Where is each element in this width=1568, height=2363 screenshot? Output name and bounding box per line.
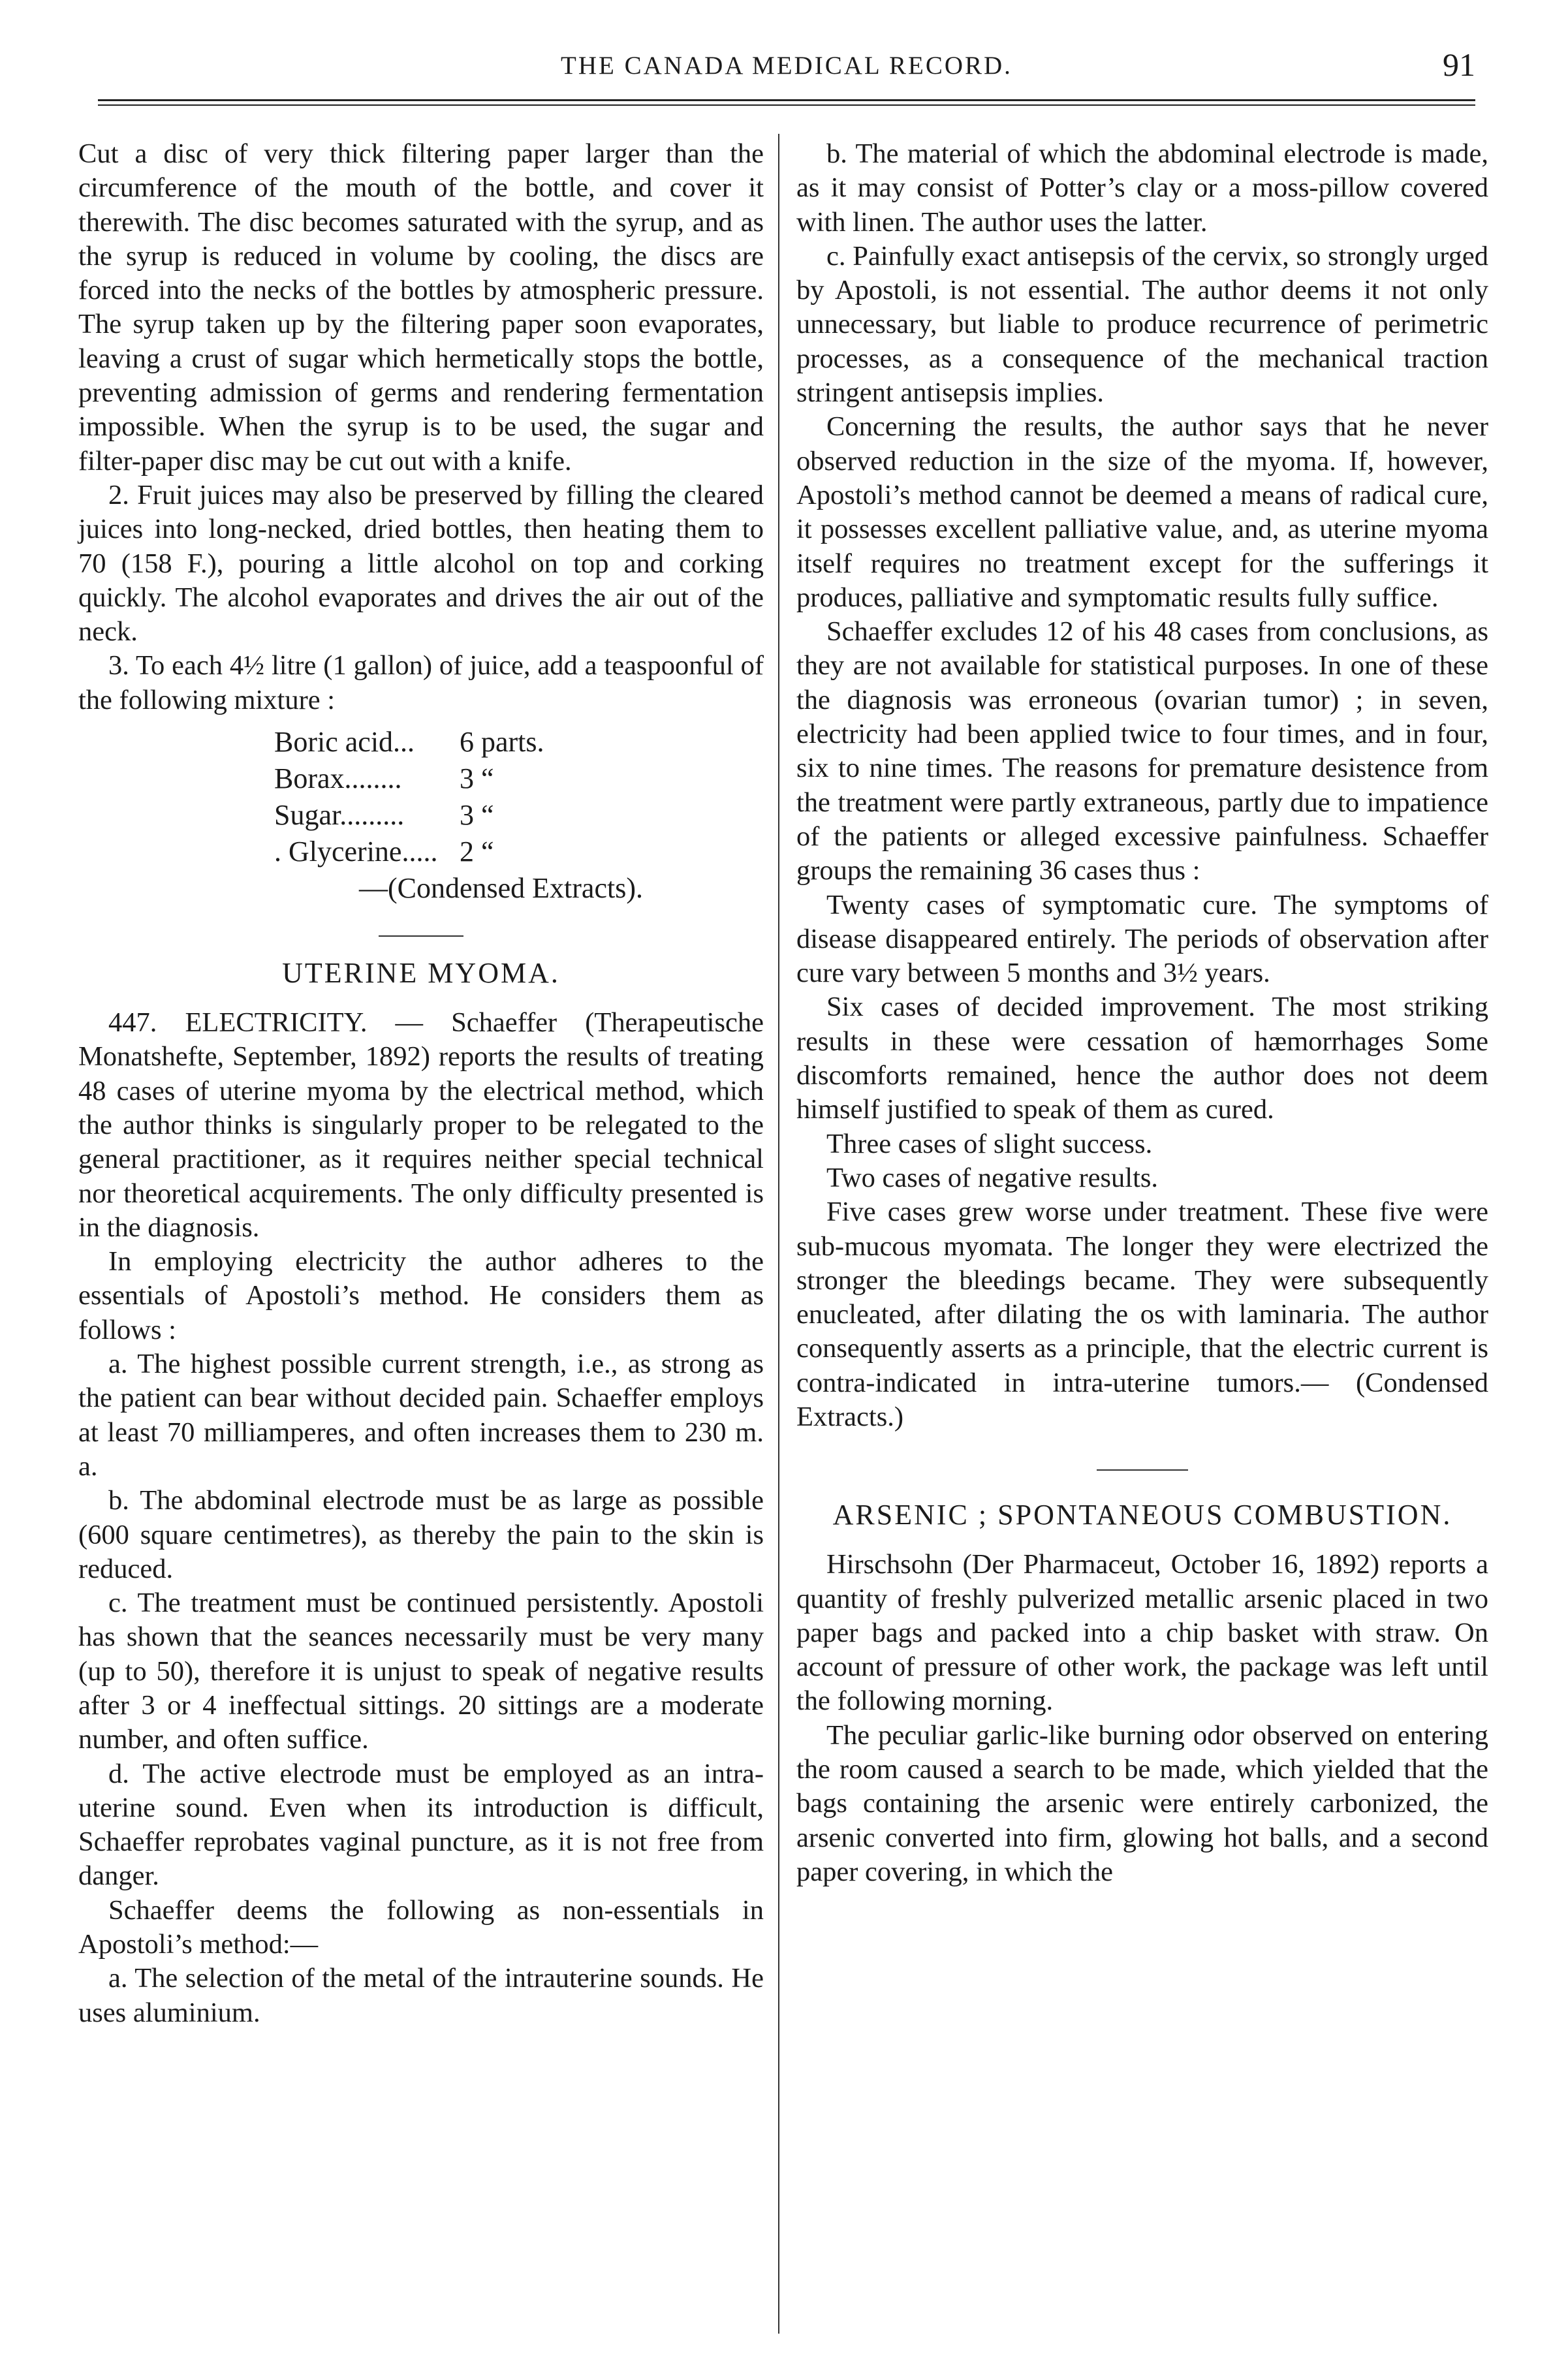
recipe-item: . Glycerine..... — [274, 836, 438, 868]
recipe-quantity: 2 “ — [460, 836, 494, 868]
recipe-quantity: 6 parts. — [460, 726, 544, 759]
paragraph: Schaeffer deems the following as non-essentials in Apostoli’s method:— — [78, 1894, 764, 1960]
header-rule-thin — [98, 104, 1475, 106]
paragraph: Six cases of decided improvement. The most striking results in these were cessation of hæmorrhages Some discomforts remained, hence the author does not deem himself justified to speak of them as cured. — [796, 992, 1488, 1125]
running-title: THE CANADA MEDICAL RECORD. — [561, 52, 1012, 80]
paragraph: Hirschsohn (Der Pharmaceut, October 16, 1892) reports a quantity of freshly pulverized metallic arsenic placed in two paper bags and packed into a chip basket with straw. On account of pressure of other work, the package was left until the following morning. — [796, 1549, 1488, 1717]
recipe-quantity: 3 “ — [460, 762, 494, 795]
paragraph: Schaeffer excludes 12 of his 48 cases from conclusions, as they are not available for statistical purposes. In one of these the diagnosis was erroneous (ovarian tumor) ; in seven, electricity had been applied twice to four times, and in four, six to nine times. The reasons for premature desistence from the treatment were partly extraneous, partly due to impatience of the patients or alleged excessive painfulness. Schaeffer groups the remaining 36 cases thus : — [796, 616, 1488, 886]
paragraph: d. The active electrode must be employed as an intra-uterine sound. Even when its introduction is difficult, Schaeffer reprobates vaginal puncture, as it is not free from danger. — [78, 1758, 764, 1892]
paragraph: a. The selection of the metal of the intrauterine sounds. He uses aluminium. — [78, 1963, 764, 2028]
recipe-source: —(Condensed Extracts). — [359, 872, 643, 905]
right-column — [796, 137, 1488, 1889]
paragraph: 2. Fruit juices may also be preserved by filling the cleared juices into long-necked, dried bottles, then heating them to 70 (158 F.), pouring a little alcohol on top and corking quickly. The alcohol evaporates and drives the air out of the neck. — [78, 479, 764, 648]
paragraph: Concerning the results, the author says that he never observed reduction in the size of the myoma. If, however, Apostoli’s method cannot be deemed a means of radical cure, it possesses excellent palliative value, and, as uterine myoma itself requires no treatment except for the sufferings it produces, palliative and symptomatic results fully suffice. — [796, 411, 1488, 613]
recipe-list — [274, 724, 764, 870]
column-divider — [778, 134, 779, 2334]
recipe-item: Borax........ — [274, 762, 402, 795]
recipe-row — [274, 797, 764, 834]
paragraph: a. The highest possible current strength, i.e., as strong as the patient can bear without decided pain. Schaeffer employs at least 70 milliamperes, and often increases them to 230 m. a. — [78, 1349, 764, 1482]
section-title: ARSENIC ; SPONTANEOUS COMBUSTION. — [832, 1499, 1452, 1531]
header-rule — [98, 99, 1475, 101]
paragraph: In employing electricity the author adheres to the essentials of Apostoli’s method. He considers them as follows : — [78, 1246, 764, 1345]
paragraph: Twenty cases of symptomatic cure. The symptoms of disease disappeared entirely. The periods of observation after cure vary between 5 months and 3½ years. — [796, 889, 1488, 989]
recipe-quantity: 3 “ — [460, 799, 494, 832]
section-title: UTERINE MYOMA. — [282, 957, 560, 990]
paragraph: Five cases grew worse under treatment. These five were sub-mucous myomata. The longer they were electrized the stronger the bleedings became. They were subsequently enucleated, after dilating the os with laminaria. The author consequently asserts as a principle, that the electric current is contra-indicated in intra-uterine tumors.— (Condensed Extracts.) — [796, 1197, 1488, 1432]
paragraph: b. The abdominal electrode must be as large as possible (600 square centimetres), as thereby the pain to the skin is reduced. — [78, 1485, 764, 1584]
recipe-row — [274, 834, 764, 870]
paragraph: Two cases of negative results. — [826, 1162, 1159, 1193]
section-divider — [1097, 1469, 1188, 1471]
paragraph: c. The treatment must be continued persistently. Apostoli has shown that the seances necessarily must be very many (up to 50), therefore it is unjust to speak of negative results after 3 or 4 ineffectual sittings. 20 sittings are a moderate number, and often suffice. — [78, 1588, 764, 1755]
page-header — [98, 46, 1475, 97]
left-column — [78, 137, 764, 2030]
page-number: 91 — [1443, 46, 1475, 83]
recipe-item: Sugar......... — [274, 799, 405, 832]
paragraph: Cut a disc of very thick filtering paper larger than the circumference of the mouth of the bottle, and cover it therewith. The disc becomes saturated with the syrup, and as the syrup is reduced in volume by cooling, the discs are forced into the necks of the bottles by atmospheric pressure. The syrup taken up by the filtering paper soon evaporates, leaving a crust of sugar which hermetically stops the bottle, preventing admission of germs and rendering fermentation impossible. When the syrup is to be used, the sugar and filter-paper disc may be cut out with a knife. — [78, 138, 764, 477]
paragraph: 3. To each 4½ litre (1 gallon) of juice, add a teaspoonful of the following mixture : — [78, 650, 764, 715]
paragraph: Three cases of slight success. — [826, 1128, 1153, 1159]
paragraph: c. Painfully exact antisepsis of the cervix, so strongly urged by Apostoli, is not essential. The author deems it not only unnecessary, but liable to produce recurrence of perimetric processes, as a consequence of the mechanical traction stringent antisepsis implies. — [796, 240, 1488, 409]
paragraph: The peculiar garlic-like burning odor observed on entering the room caused a search to be made, which yielded that the bags containing the arsenic were entirely carbonized, the arsenic converted into firm, glowing hot balls, and a second paper covering, in which the — [796, 1719, 1488, 1887]
recipe-row — [274, 724, 764, 760]
paragraph: 447. ELECTRICITY. — Schaeffer (Therapeutische Monatshefte, September, 1892) reports the results of treating 48 cases of uterine myoma by the electrical method, which the author thinks is singularly proper to be relegated to the general practitioner, as it requires neither special technical nor theoretical acquirements. The only difficulty presented is in the diagnosis. — [78, 1007, 764, 1243]
paragraph: b. The material of which the abdominal electrode is made, as it may consist of Potter’s clay or a moss-pillow covered with linen. The author uses the latter. — [796, 138, 1488, 238]
recipe-row — [274, 760, 764, 797]
section-divider — [379, 935, 463, 937]
recipe-item: Boric acid... — [274, 726, 415, 759]
